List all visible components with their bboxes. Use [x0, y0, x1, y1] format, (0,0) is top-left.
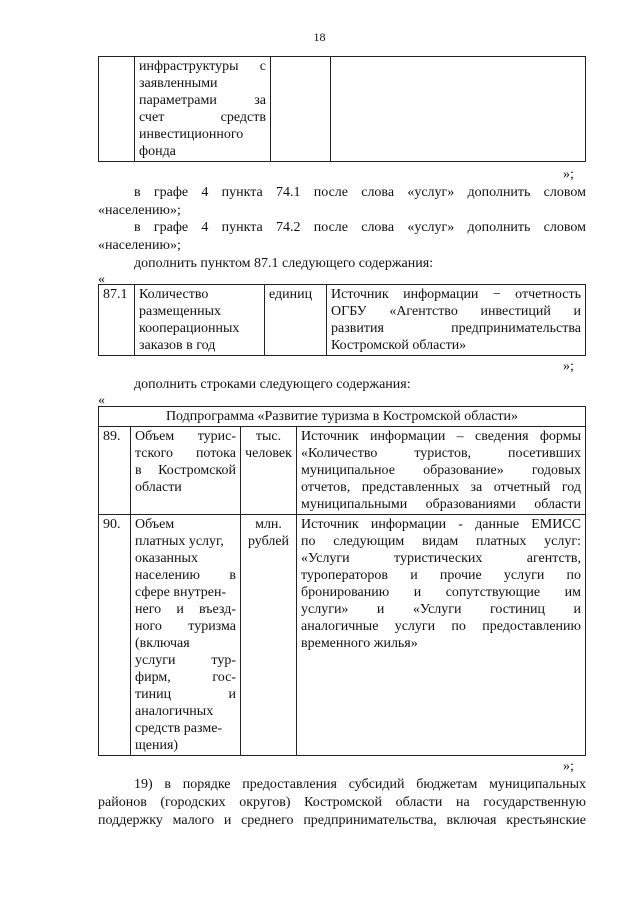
table-cell: [99, 57, 135, 162]
cell-text: отчетов, представленных за отчетный год: [301, 480, 581, 495]
table-row: [99, 427, 586, 515]
cell-text: Костромской области»: [331, 338, 467, 353]
unit-cell: единиц: [265, 285, 327, 356]
row-number: 87.1: [99, 285, 135, 356]
cell-text: кооперационных: [139, 321, 240, 336]
cell-text: по следующим видам платных услуг:: [301, 534, 581, 549]
paragraph-line: дополнить пунктом 87.1 следующего содержания:: [134, 256, 434, 271]
cell-text: щения): [135, 738, 179, 753]
indicator-name: [135, 285, 265, 356]
unit-cell: [241, 427, 297, 515]
cell-text: фонда: [139, 144, 176, 159]
cell-text: (включая: [135, 636, 190, 651]
cell-text: Объем: [135, 517, 175, 532]
cell-text: Источник информации – сведения формы: [301, 429, 581, 444]
cell-text: тыс.: [255, 429, 282, 444]
cell-text: ного туризма: [135, 619, 236, 634]
indicator-name: [131, 427, 241, 515]
paragraph-line: районов (городских округов) Костромской области на государственную: [98, 795, 586, 810]
cell-text: тиниц и: [135, 687, 236, 702]
subprogram-title: Подпрограмма «Развитие туризма в Костромской области»: [99, 407, 586, 427]
closing-quote: »;: [563, 359, 574, 374]
cell-text: муниципальное образование» годовых: [301, 463, 581, 478]
cell-text: тского потока: [135, 446, 236, 461]
cell-text: в Костромской: [135, 463, 236, 478]
cell-text: млн.: [255, 517, 282, 532]
cell-text: оказанных: [135, 551, 198, 566]
opening-quote: «: [98, 393, 105, 408]
cell-text: инвестиционного: [139, 127, 244, 142]
row-number: 90.: [99, 515, 131, 756]
closing-quote: »;: [563, 759, 574, 774]
cell-text: заказов в год: [139, 338, 216, 353]
table-871: [98, 284, 586, 356]
cell-text: аналогичных: [135, 704, 214, 719]
cell-text: бронированию и сопутствующие им: [301, 585, 581, 600]
cell-text: развития предпринимательства: [331, 321, 581, 336]
cell-text: аналогичные услуги по предоставлению: [301, 619, 581, 634]
cell-text: ОГБУ «Агентство инвестиций и: [331, 304, 581, 319]
row-number: 89.: [99, 427, 131, 515]
cell-text: заявленными: [139, 76, 218, 91]
indicator-name: [131, 515, 241, 756]
cell-text: инфраструктуры с: [139, 59, 266, 74]
source-cell: [297, 427, 586, 515]
table-cell: [135, 57, 271, 162]
cell-text: него и въезд-: [135, 602, 236, 617]
table-row: [99, 57, 586, 162]
table-row: [99, 515, 586, 756]
cell-text: временного жилья»: [301, 636, 418, 651]
cell-text: муниципальными образованиями области: [301, 497, 581, 512]
cell-text: населению в: [135, 568, 236, 583]
cell-text: счет средств: [139, 110, 266, 125]
subprogram-row: [99, 407, 586, 427]
paragraph-line: в графе 4 пункта 74.1 после слова «услуг» дополнить словом: [134, 185, 586, 200]
cell-text: сфере внутрен-: [135, 585, 227, 600]
cell-text: Объем турис-: [135, 429, 236, 444]
paragraph-line: «населению»;: [98, 238, 181, 253]
paragraph-line: «населению»;: [98, 203, 181, 218]
page-number: 18: [313, 30, 326, 44]
cell-text: услуги» и «Услуги гостиниц и: [301, 602, 581, 617]
cell-text: Количество: [139, 287, 209, 302]
paragraph-line: в графе 4 пункта 74.2 после слова «услуг» дополнить словом: [134, 220, 586, 235]
cell-text: средств разме-: [135, 721, 223, 736]
tourism-table: [98, 406, 586, 756]
cell-text: услуги тур-: [135, 653, 236, 668]
cell-text: «Услуги туристических агентств,: [301, 551, 581, 566]
cell-text: Источник информации - данные ЕМИСС: [301, 517, 581, 532]
table-row: [99, 285, 586, 356]
cell-text: рублей: [247, 534, 290, 549]
cell-text: области: [135, 480, 182, 495]
cell-text: параметрами за: [139, 93, 266, 108]
source-cell: [327, 285, 586, 356]
opening-quote: «: [98, 272, 105, 287]
unit-cell: [241, 515, 297, 756]
paragraph-line: дополнить строками следующего содержания:: [134, 377, 411, 392]
top-table: [98, 56, 586, 162]
cell-text: платных услуг,: [135, 534, 224, 549]
closing-quote: »;: [563, 167, 574, 182]
cell-text: «Количество туристов, посетивших: [301, 446, 581, 461]
table-cell: [271, 57, 331, 162]
cell-text: фирм, гос-: [135, 670, 236, 685]
cell-text: размещенных: [139, 304, 222, 319]
paragraph-line: поддержку малого и среднего предпринимательства, включая крестьянские: [98, 813, 586, 828]
cell-text: туроператоров и прочие услуги по: [301, 568, 581, 583]
cell-text: Источник информации − отчетность: [331, 287, 581, 302]
cell-text: человек: [245, 446, 292, 461]
source-cell: [297, 515, 586, 756]
table-cell: [331, 57, 586, 162]
paragraph-line: 19) в порядке предоставления субсидий бюджетам муниципальных: [134, 777, 586, 792]
